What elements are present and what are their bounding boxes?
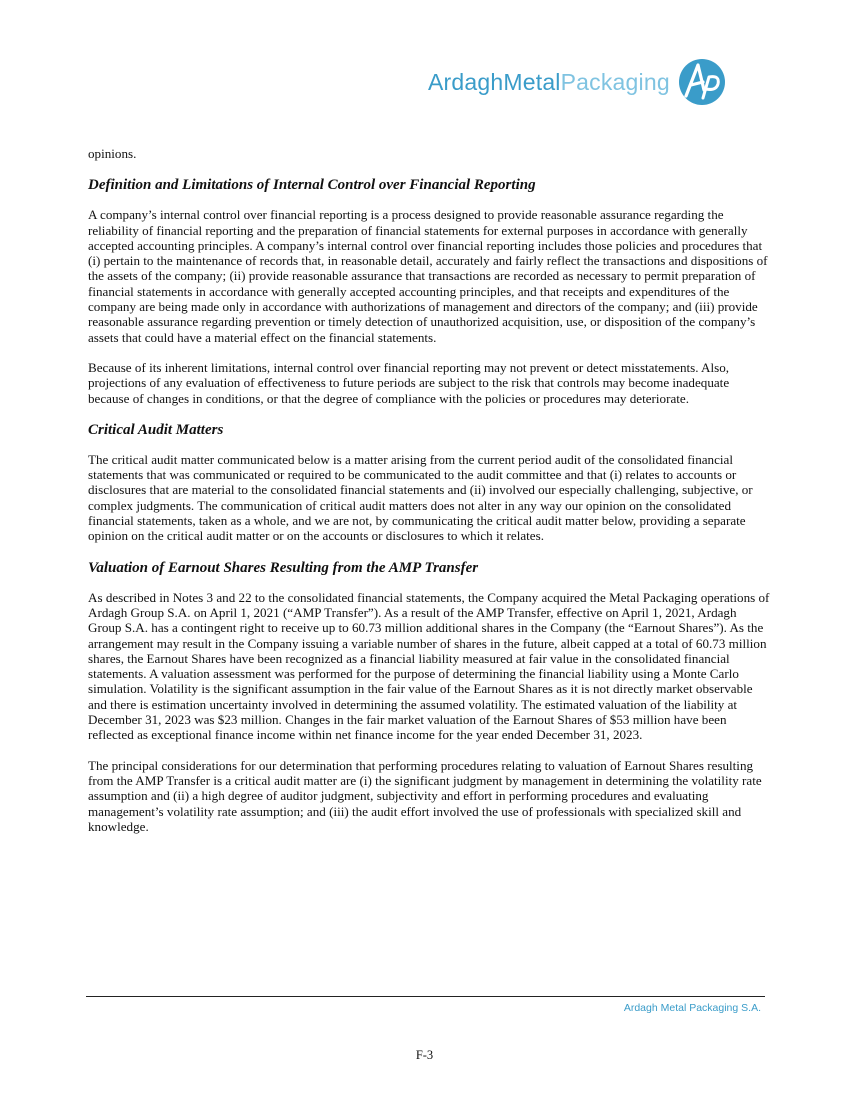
heading-earnout-valuation: Valuation of Earnout Shares Resulting from the AMP Transfer [88,559,479,576]
logo-word-ardagh: Ardagh [428,68,504,95]
logo-wordmark [428,69,670,96]
paragraph-limitations: Because of its inherent limitations, internal control over financial reporting may not prevent or detect misstatements. Also, projections of any evaluation of effectiveness to future periods are subject to the risk that controls may become inadequate because of changes in conditions, or that the degree of compliance with the policies or procedures may deteriorate. [88,359,730,406]
paragraph-internal-control: A company’s internal control over financial reporting is a process designed to provide reasonable assurance regarding the reliability of financial reporting and the preparation of financial statements for external purposes in accordance with generally accepted accounting principles. A company’s internal control over financial reporting includes those policies and procedures that (i) pertain to the maintenance of records that, in reasonable detail, accurately and fairly reflect the transactions and dispositions of the assets of the company; (ii) provide reasonable assurance that transactions are recorded as necessary to permit preparation of financial statements in accordance with generally accepted accounting principles, and that receipts and expenditures of the company are being made only in accordance with authorizations of management and directors of the company; and (iii) provide reasonable assurance regarding prevention or timely detection of unauthorized acquisition, use, or disposition of the company’s assets that could have a material effect on the financial statements. [88,207,768,345]
page-number: F-3 [415,1048,434,1062]
logo-word-metal: Metal [503,68,561,95]
paragraph-critical-audit-matters: The critical audit matter communicated below is a matter arising from the current period audit of the consolidated financial statements that was communicated or required to be communicated to the audit committee and that (i) relates to accounts or disclosures that are material to the consolidated financial statements and (ii) involved our especially challenging, subjective, or complex judgments. The communication of critical audit matters does not alter in any way our opinion on the consolidated financial statements, taken as a whole, and we are not, by communicating the critical audit matter below, providing a separate opinion on the critical audit matter or on the accounts or disclosures to which it relates. [88,451,753,544]
logo-word-packaging: Packaging [560,68,670,95]
document-body [88,146,770,849]
heading-internal-control: Definition and Limitations of Internal Control over Financial Reporting [88,177,536,194]
paragraph-opinions: opinions. [88,146,137,161]
heading-critical-audit-matters: Critical Audit Matters [88,421,224,438]
amp-monogram-icon [676,56,728,108]
footer-company-name: Ardagh Metal Packaging S.A. [623,1002,761,1014]
company-logo [428,56,728,108]
paragraph-principal-considerations: The principal considerations for our determination that performing procedures relating to valuation of Earnout Shares resulting from the AMP Transfer is a critical audit matter are (i) the significant judgment by management in determining the volatility rate assumption and (ii) a high degree of auditor judgment, subjectivity and effort in performing procedures and evaluating management’s volatility rate assumption; and (iii) the audit effort involved the use of professionals with specialized skill and knowledge. [88,757,762,834]
footer-divider [86,996,765,997]
paragraph-earnout-description: As described in Notes 3 and 22 to the consolidated financial statements, the Company acquired the Metal Packaging operations of Ardagh Group S.A. on April 1, 2021 (“AMP Transfer”). As a result of the AMP Transfer, effective on April 1, 2021, Ardagh Group S.A. has a contingent right to receive up to 60.73 million additional shares in the Company (the “Earnout Shares”). As the arrangement may result in the Company issuing a variable number of shares in the future, albeit capped at a total of 60.73 million shares, the Earnout Shares have been recognized as a financial liability measured at fair value in the consolidated financial statements. A valuation assessment was performed for the purpose of determining the financial liability using a Monte Carlo simulation. Volatility is the significant assumption in the fair value of the Earnout Shares as it is not directly market observable and there is estimation uncertainty involved in determining the assumed volatility. The estimated valuation of the liability at December 31, 2023 was $23 million. Changes in the fair market valuation of the Earnout Shares of $53 million have been reflected as exceptional finance income within net finance income for the year ended December 31, 2023. [88,589,770,743]
